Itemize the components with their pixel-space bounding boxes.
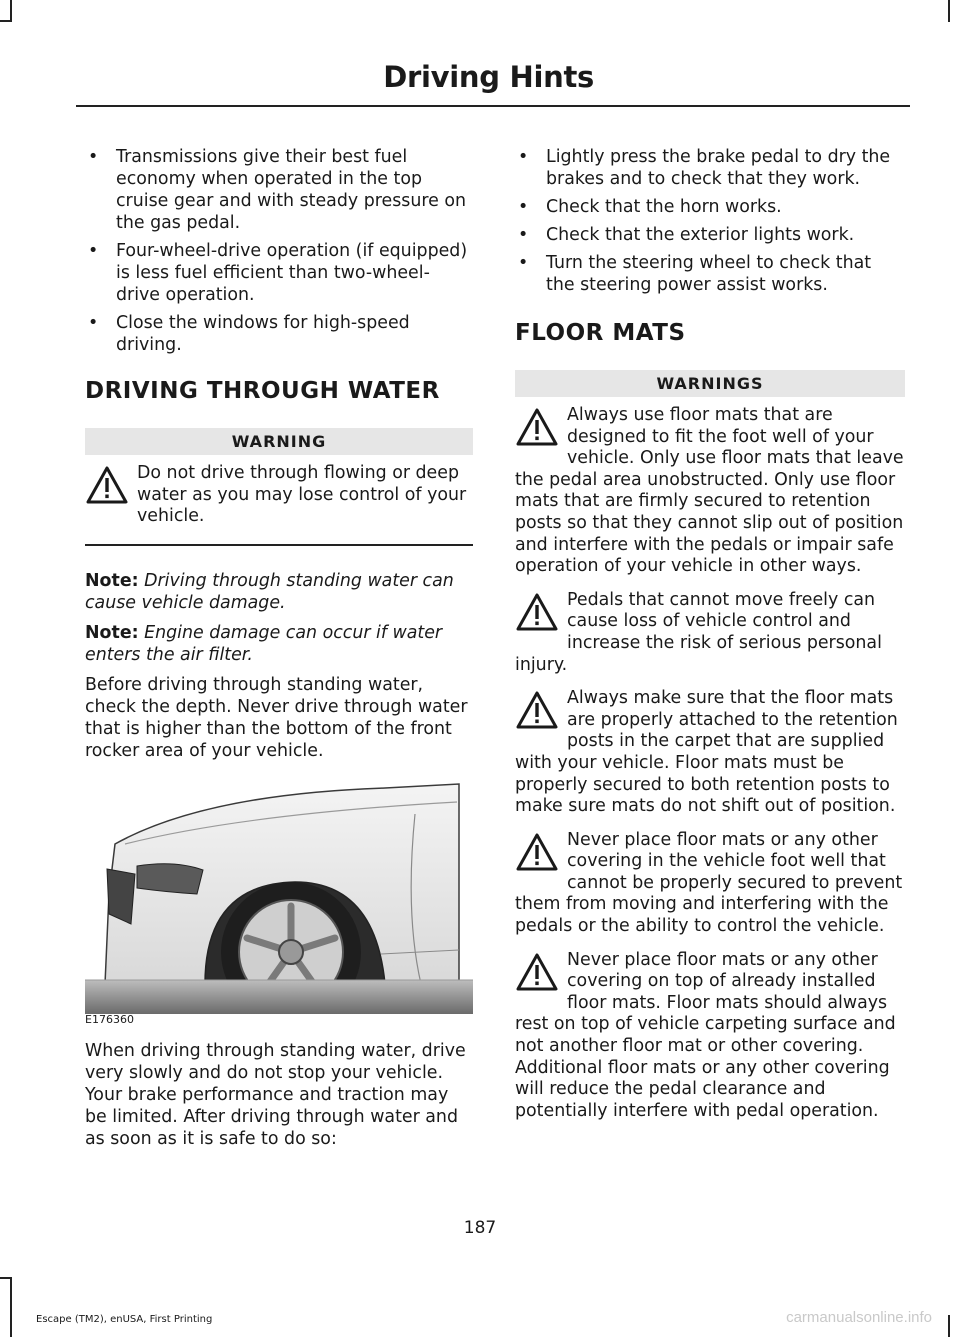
warning-item [85, 463, 473, 528]
note-paragraph: Note: Driving through standing water can cause vehicle damage. [85, 570, 454, 613]
page-number: 187 [463, 1218, 497, 1238]
warning-triangle-icon [515, 407, 565, 457]
header-divider [76, 105, 910, 107]
warning-triangle-icon [515, 690, 565, 740]
section-heading-floor-mats: FLOOR MATS [515, 320, 686, 346]
left-column [85, 146, 473, 1162]
warning-triangle-icon [515, 592, 565, 642]
warnings-heading: WARNINGS [515, 370, 905, 397]
body-paragraph: When driving through standing water, drive very slowly and do not stop your vehicle. Your brake performance and traction may be limited. After driving through water and as soon as it is safe to do so: [85, 1040, 466, 1149]
notes [85, 570, 473, 666]
crop-mark [0, 20, 12, 22]
warning-item [515, 830, 905, 938]
warning-box [85, 463, 473, 546]
warning-item [515, 405, 905, 578]
list-item: • Four-wheel-drive operation (if equipped) is less fuel efficient than two-wheel-drive operation. [88, 241, 468, 305]
warning-heading: WARNING [85, 428, 473, 455]
warning-text: Always make sure that the floor mats are properly attached to the retention posts in the carpet that are supplied with your vehicle. Floor mats must be properly secured to both retention posts to make sure mats do not shift out of position. [515, 688, 898, 817]
note-paragraph: Note: Engine damage can occur if water enters the air filter. [85, 622, 443, 665]
list-item: • Close the windows for high-speed driving. [88, 313, 410, 355]
warning-text: Never place floor mats or any other covering on top of already installed floor mats. Floor mats should always rest on top of vehicle carpeting surface and not another floor mat or other covering. Additional floor mats or any other covering will reduce the pedal clearance and potentially interfere with pedal operation. [515, 949, 896, 1121]
crop-mark [948, 1315, 950, 1337]
warning-item [515, 950, 905, 1123]
warning-text: Always use floor mats that are designed to fit the foot well of your vehicle. Only use floor mats that leave the pedal area unobstructed. Only use floor mats that are firmly secured to retention posts so that they cannot slip out of position and interfere with the pedals or impair safe operation of your vehicle in other ways. [515, 405, 904, 577]
crop-mark [10, 0, 12, 22]
crop-mark [10, 1277, 12, 1337]
list-item: • Check that the exterior lights work. [518, 225, 855, 245]
figure-label: E176360 [85, 1012, 134, 1026]
car-front-illustration [85, 774, 473, 1014]
edition-footer: Escape (TM2), enUSA, First Printing [36, 1314, 213, 1325]
after-water-checklist [515, 146, 905, 296]
warning-triangle-icon [85, 465, 135, 515]
crop-mark [948, 0, 950, 22]
right-column [515, 146, 905, 1134]
watermark: carmanualsonline.info [786, 1309, 932, 1326]
warning-text: Pedals that cannot move freely can cause loss of vehicle control and increase the risk of serious personal injury. [515, 589, 882, 675]
warning-text: Do not drive through flowing or deep water as you may lose control of your vehicle. [137, 463, 467, 527]
list-item: • Lightly press the brake pedal to dry the brakes and to check that they work. [518, 147, 891, 189]
page-title: Driving Hints [383, 60, 594, 94]
warning-text: Never place floor mats or any other covering in the vehicle foot well that cannot be properly secured to prevent them from moving and interfering with the pedals or the ability to control the vehicle. [515, 829, 903, 937]
warning-item [515, 590, 905, 676]
fuel-tips-list [85, 146, 473, 356]
crop-mark [0, 1277, 12, 1279]
warning-triangle-icon [515, 952, 565, 1002]
body-paragraph: Before driving through standing water, check the depth. Never drive through water that is higher than the bottom of the front rocker area of your vehicle. [85, 674, 468, 761]
list-item: • Turn the steering wheel to check that the steering power assist works. [518, 253, 872, 295]
warning-item [515, 688, 905, 818]
warning-triangle-icon [515, 832, 565, 882]
list-item: • Check that the horn works. [518, 197, 782, 217]
list-item: • Transmissions give their best fuel economy when operated in the top cruise gear and with steady pressure on the gas pedal. [88, 147, 466, 233]
section-heading-water: DRIVING THROUGH WATER [85, 378, 440, 404]
car-water-figure [85, 774, 473, 1026]
